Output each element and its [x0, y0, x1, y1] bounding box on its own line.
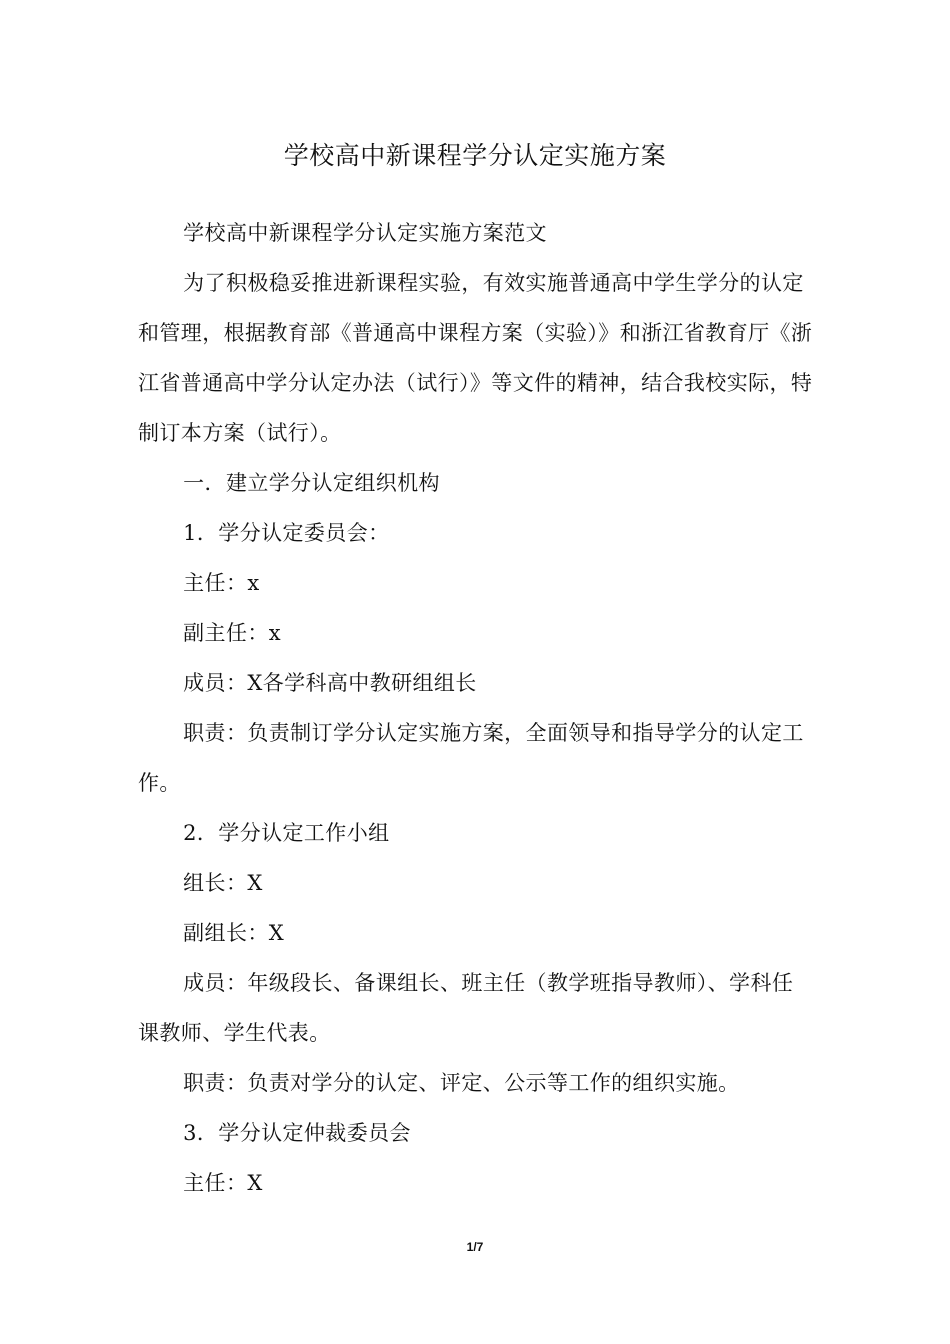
document-body: [138, 208, 814, 1208]
section-heading-1: 一．建立学分认定组织机构: [183, 471, 440, 495]
paragraph-subtitle: 学校高中新课程学分认定实施方案范文: [183, 221, 547, 245]
paragraph-item: 主任：x: [183, 571, 260, 595]
page-number: 1/7: [466, 1240, 484, 1254]
paragraph-item: 副主任：x: [183, 621, 281, 645]
paragraph-item: 成员：X各学科高中教研组组长: [183, 671, 477, 695]
paragraph-item: 组长：X: [183, 871, 263, 895]
paragraph-item: 主任：X: [183, 1171, 263, 1195]
subsection-heading-2: 2．学分认定工作小组: [183, 821, 390, 845]
paragraph-item: 职责：负责制订学分认定实施方案，全面领导和指导学分的认定工作。: [138, 721, 804, 795]
paragraph-item: 成员：年级段长、备课组长、班主任（教学班指导教师）、学科任课教师、学生代表。: [138, 971, 794, 1045]
subsection-heading-3: 3．学分认定仲裁委员会: [183, 1121, 411, 1145]
paragraph-item: 副组长：X: [183, 921, 285, 945]
paragraph-intro: 为了积极稳妥推进新课程实验，有效实施普通高中学生学分的认定和管理，根据教育部《普通高中课程方案（实验）》和浙江省教育厅《浙江省普通高中学分认定办法（试行）》等文件的精神，结合我校实际，特制订本方案（试行）。: [138, 271, 813, 445]
subsection-heading-1: 1．学分认定委员会：: [183, 521, 390, 545]
paragraph-item: 职责：负责对学分的认定、评定、公示等工作的组织实施。: [183, 1071, 740, 1095]
page-title: 学校高中新课程学分认定实施方案: [283, 141, 667, 170]
